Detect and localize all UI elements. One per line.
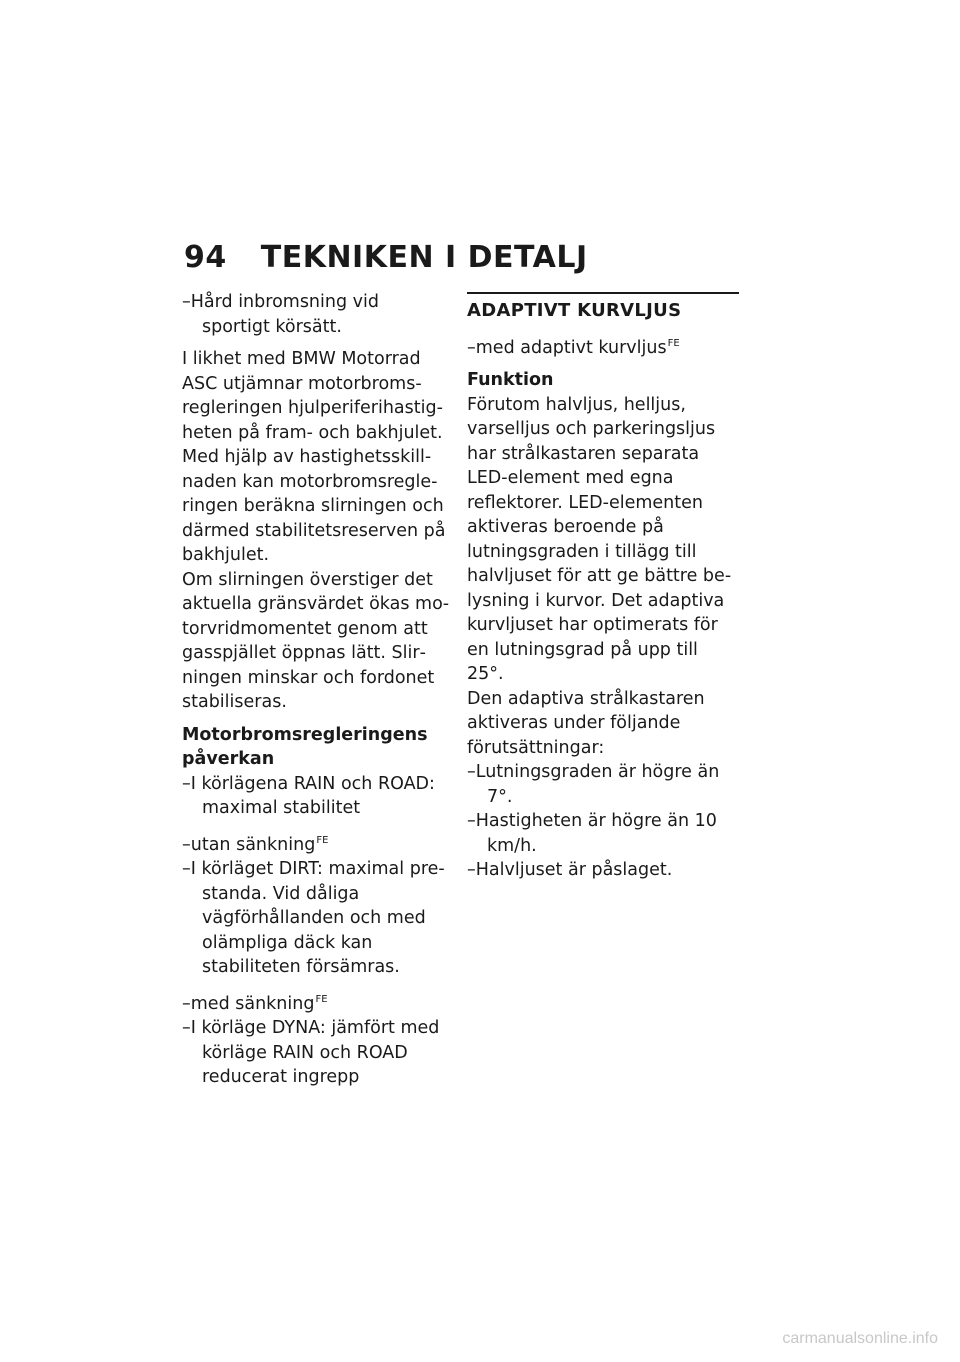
list-item: –Hastigheten är högre än 10 km/h. <box>467 811 717 856</box>
list-item: –Halvljuset är påslaget. <box>467 860 673 880</box>
page-number: 94 <box>184 240 227 275</box>
list-item: –Lutningsgraden är högre än 7°. <box>467 762 720 807</box>
list-item: –Hård inbromsning vid sportigt körsätt. <box>182 292 379 337</box>
chapter-title: TEKNIKEN I DETALJ <box>260 240 588 275</box>
condition-line <box>182 988 452 1017</box>
paragraph: I likhet med BMW Motorrad ASC utjämnar motorbromsregleringen hjulperiferihastigheten på fram- och bakhjulet. Med hjälp av hastighetsskillnaden kan motorbromsregleringen beräkna slirningen och därmed stabilitetsreserven på bakhjulet. <box>182 349 446 565</box>
section-heading: Motorbromsregleringens påverkan <box>182 724 428 769</box>
section-title: ADAPTIVT KURVLJUS <box>467 292 739 324</box>
paragraph: Den adaptiva strålkastaren aktiveras under följande förutsättningar: <box>467 688 705 758</box>
condition-line <box>182 829 452 858</box>
section-heading: Funktion <box>467 370 554 390</box>
condition-superscript: FE <box>315 993 328 1005</box>
condition-line <box>467 332 737 361</box>
list-item: –I körlägena RAIN och ROAD: maximal stabilitet <box>182 773 435 818</box>
condition-superscript: FE <box>316 834 329 846</box>
watermark: carmanualsonline.info <box>782 1330 938 1347</box>
list-item: –I körläge DYNA: jämfört med körläge RAIN och ROAD reducerat ingrepp <box>182 1018 440 1087</box>
condition-text: –utan sänkning <box>182 834 316 855</box>
list-item: –I körläget DIRT: maximal prestanda. Vid dåliga vägförhållanden och med olämpliga däck kan stabiliteten försämras. <box>182 859 445 977</box>
right-column <box>467 290 737 883</box>
page-header <box>184 240 588 275</box>
condition-superscript: FE <box>667 337 680 349</box>
condition-text: –med sänkning <box>182 993 315 1014</box>
paragraph: Förutom halvljus, helljus, varselljus och parkeringsljus har strålkastaren separata LED-element med egna reflektorer. LED-elementen aktiveras beroende på lutningsgraden i tillägg till halvljuset för att ge bättre belysning i kurvor. Det adaptiva kurvljuset har optimerats för en lutningsgrad på upp till 25°. <box>467 394 732 684</box>
condition-text: –med adaptivt kurvljus <box>467 337 667 358</box>
paragraph: Om slirningen överstiger det aktuella gränsvärdet ökas motorvridmomentet genom att gasspjället öppnas lätt. Slirningen minskar och fordonet stabiliseras. <box>182 569 450 712</box>
left-column <box>182 290 452 1090</box>
